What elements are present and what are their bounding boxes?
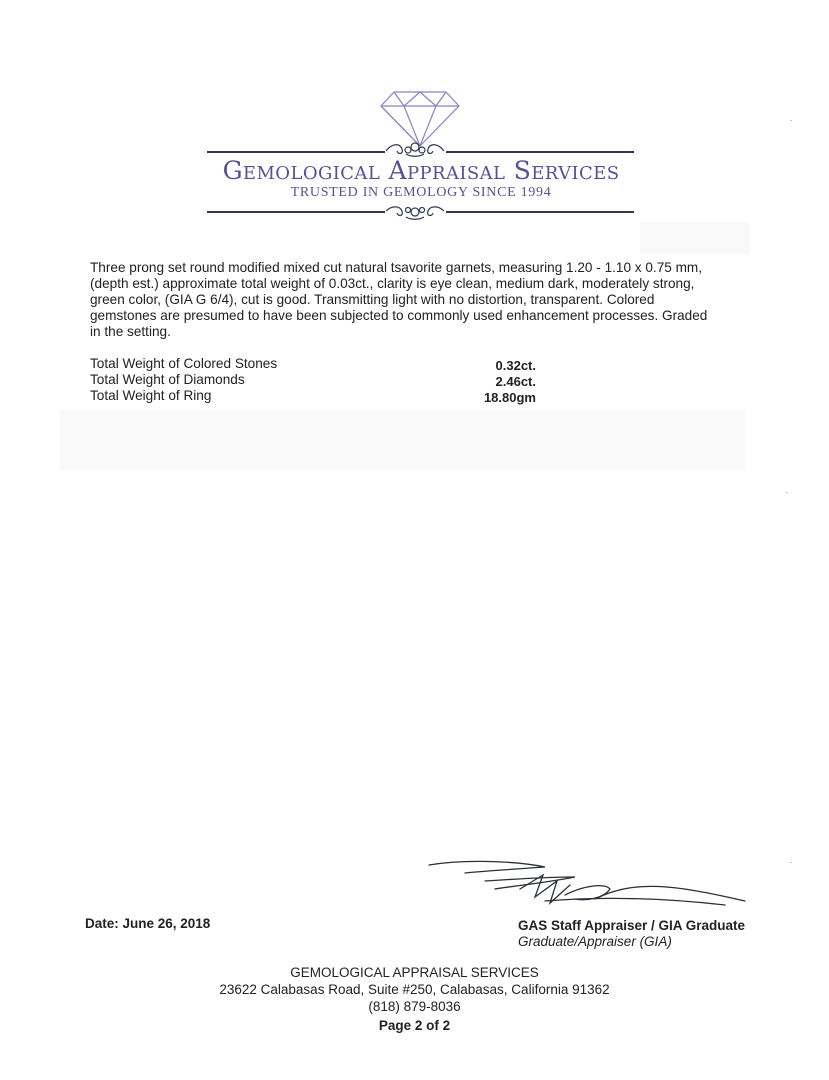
weight-value: 18.80gm bbox=[483, 390, 536, 405]
scan-speck bbox=[790, 862, 792, 863]
weight-value: 0.32ct. bbox=[495, 358, 536, 373]
appraiser-title: GAS Staff Appraiser / GIA Graduate bbox=[518, 918, 746, 933]
scan-speck bbox=[790, 120, 792, 121]
weight-row-diamonds bbox=[90, 372, 560, 388]
weights-table bbox=[90, 356, 560, 404]
weight-label: Total Weight of Diamonds bbox=[90, 372, 245, 387]
scroll-ornament-icon bbox=[384, 202, 446, 222]
header-rule bbox=[446, 211, 634, 213]
header-rule bbox=[207, 151, 385, 153]
footer-company: GEMOLOGICAL APPRAISAL SERVICES bbox=[290, 965, 539, 980]
scan-shading bbox=[640, 222, 750, 254]
weight-row-colored-stones bbox=[90, 356, 560, 372]
weight-row-ring bbox=[90, 388, 560, 404]
weight-label: Total Weight of Colored Stones bbox=[90, 356, 278, 371]
scan-shading bbox=[60, 410, 745, 470]
page-number: Page 2 of 2 bbox=[378, 1018, 451, 1033]
weight-label: Total Weight of Ring bbox=[90, 388, 212, 403]
appraisal-date: Date: June 26, 2018 bbox=[85, 916, 211, 931]
handwritten-signature bbox=[425, 855, 755, 915]
scan-speck bbox=[786, 492, 788, 493]
stone-description: Three prong set round modified mixed cut natural tsavorite garnets, measuring 1.20 - 1.10 x 0.75 mm, (depth est.) approximate total weight of 0.03ct., clarity is eye clean, medium dark, moderately strong, green color, (GIA G 6/4), cut is good. Transmitting light with no distortion, transparent. Colored gemstones are presumed to have been subjected to commonly used enhancement processes. Graded in the setting. bbox=[90, 260, 708, 339]
page-footer bbox=[0, 964, 829, 1034]
header-rule bbox=[446, 151, 634, 153]
weight-value: 2.46ct. bbox=[495, 374, 536, 389]
appraiser-credential: Graduate/Appraiser (GIA) bbox=[518, 934, 672, 949]
footer-address: 23622 Calabasas Road, Suite #250, Calabasas, California 91362 bbox=[219, 982, 610, 997]
company-title: Gemological Appraisal Services bbox=[222, 156, 620, 185]
company-tagline: TRUSTED IN GEMOLOGY SINCE 1994 bbox=[290, 185, 552, 200]
header-rule bbox=[207, 211, 385, 213]
footer-phone: (818) 879-8036 bbox=[368, 999, 461, 1014]
